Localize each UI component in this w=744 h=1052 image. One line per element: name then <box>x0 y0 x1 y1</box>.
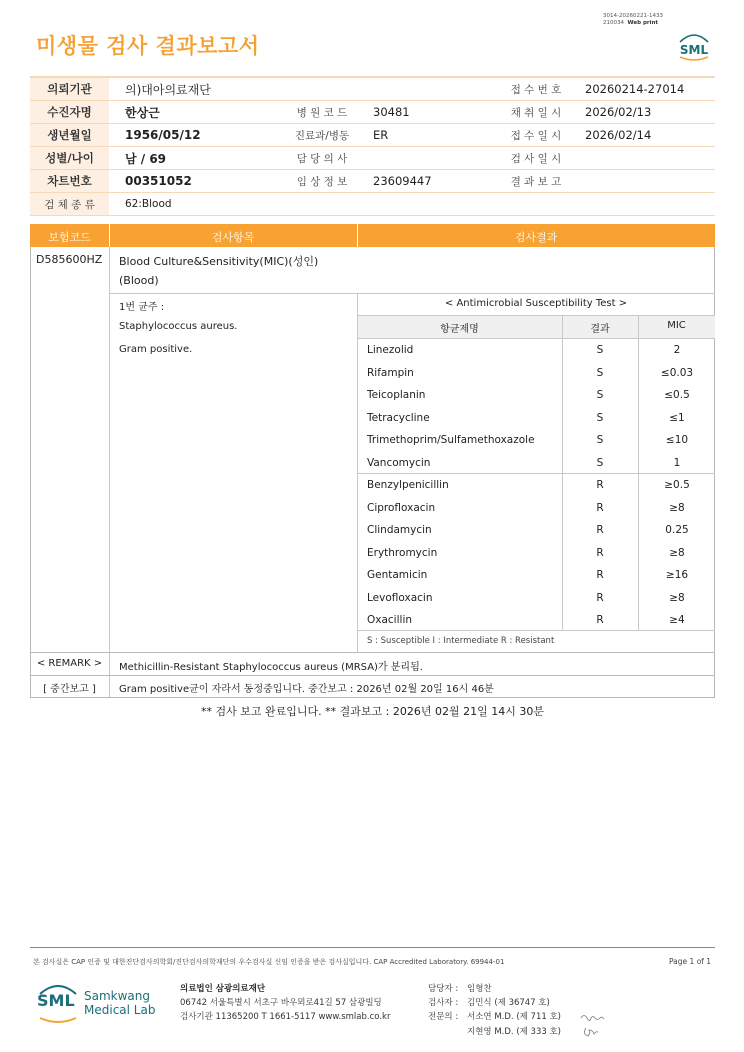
ast-legend: S : Susceptible I : Intermediate R : Resistant <box>367 636 555 646</box>
receipt-date-label: 접 수 일 시 <box>495 124 577 147</box>
ast-col-mic: MIC <box>667 320 686 331</box>
antibiotic-mic: 0.25 <box>665 524 689 536</box>
final-notice: ** 검사 보고 완료입니다. ** 결과보고 : 2026년 02월 21일 14시 30분 <box>201 705 544 718</box>
antibiotic-name: Linezolid <box>367 344 414 356</box>
page-number: Page 1 of 1 <box>669 957 712 966</box>
report-label: 결 과 보 고 <box>495 170 577 193</box>
staff3-label: 전문의 : <box>428 1012 459 1022</box>
antibiotic-mic: ≥8 <box>669 501 685 514</box>
col-code-header: 보험코드 <box>48 231 91 244</box>
antibiotic-result: S <box>596 411 604 424</box>
antibiotic-result: S <box>596 389 604 401</box>
test-date-value <box>577 147 715 170</box>
antibiotic-result: S <box>596 456 604 469</box>
antibiotic-result: R <box>596 569 604 581</box>
antibiotic-result: S <box>596 366 604 379</box>
receipt-no-value: 20260214-27014 <box>577 77 715 101</box>
antibiotic-result: S <box>596 434 604 446</box>
org-name: 의료법인 삼광의료재단 <box>180 984 266 994</box>
antibiotic-mic: ≥8 <box>669 591 685 604</box>
interim-text: Gram positive균이 자라서 동정중입니다. 중간보고 : 2026년 02월 20일 16시 46분 <box>119 684 494 695</box>
remark-text: Methicillin-Resistant Staphylococcus aureus (MRSA)가 분리됨. <box>119 662 423 673</box>
antibiotic-mic: ≤0.5 <box>664 389 690 401</box>
antibiotic-result: R <box>596 546 604 559</box>
info-row <box>30 170 715 193</box>
antibiotic-name: Vancomycin <box>367 456 431 469</box>
print-code-line1: 3014-20260221-1433 <box>603 13 663 19</box>
page-title: 미생물 검사 결과보고서 <box>36 34 260 58</box>
chart-no-value: 00351052 <box>109 170 279 193</box>
sex-age-value: 남 / 69 <box>109 147 279 170</box>
hospital-code-value: 30481 <box>365 101 495 124</box>
brand-line1: Samkwang <box>84 989 150 1003</box>
antibiotic-mic: ≥16 <box>665 569 689 581</box>
sex-age-label: 성별/나이 <box>30 147 109 170</box>
info-row <box>30 124 715 147</box>
antibiotic-mic: ≤10 <box>665 434 689 446</box>
header-divider <box>357 224 358 247</box>
patient-value: 한상근 <box>109 101 279 124</box>
header-divider <box>109 224 110 247</box>
staff1-value: 임형찬 <box>467 984 492 994</box>
ast-col-drug: 항균제명 <box>440 324 479 335</box>
test-date-label: 검 사 일 시 <box>495 147 577 170</box>
org-contact: 검사기관 11365200 T 1661-5117 www.smlab.co.kr <box>180 1012 391 1022</box>
org-address: 06742 서울특별시 서초구 바우뫼로41길 57 삼광빌딩 <box>180 998 382 1008</box>
footer-divider <box>30 947 715 948</box>
antibiotic-name: Benzylpenicillin <box>367 479 449 491</box>
antibiotic-result: R <box>596 501 604 514</box>
antibiotic-mic: 1 <box>673 456 681 469</box>
gram-stain: Gram positive. <box>119 344 193 355</box>
collect-date-value: 2026/02/13 <box>577 101 715 124</box>
info-row <box>30 193 715 216</box>
col-item-header: 검사항목 <box>211 231 255 244</box>
code-column-divider <box>109 247 110 698</box>
staff2-value: 김민식 (제 36747 호) <box>467 998 550 1008</box>
results-header <box>30 224 715 247</box>
antibiotic-result: R <box>596 591 604 604</box>
divider <box>357 338 715 339</box>
group-divider <box>357 473 715 474</box>
antibiotic-name: Trimethoprim/Sulfamethoxazole <box>367 434 535 446</box>
receipt-no-label: 접 수 번 호 <box>495 77 577 101</box>
antibiotic-result: R <box>596 479 604 491</box>
print-code <box>603 13 663 27</box>
antibiotic-result: R <box>596 614 604 626</box>
organism-name: Staphylococcus aureus. <box>119 321 238 332</box>
clinical-label: 임 상 정 보 <box>279 170 365 193</box>
antibiotic-name: Clindamycin <box>367 524 432 536</box>
interim-label: [ 중간보고 ] <box>43 684 96 695</box>
specimen-label: 검 체 종 류 <box>30 193 109 216</box>
antibiotic-mic: ≥0.5 <box>664 479 690 491</box>
info-row <box>30 147 715 170</box>
patient-info-table <box>30 76 715 216</box>
web-print-label: Web print <box>627 20 659 26</box>
antibiotic-name: Rifampin <box>367 366 414 379</box>
remark-label: < REMARK > <box>36 658 103 669</box>
antibiotic-result: S <box>596 344 604 356</box>
antibiotic-name: Levofloxacin <box>367 591 433 604</box>
ast-title: < Antimicrobial Susceptibility Test > <box>444 298 628 309</box>
info-row <box>30 101 715 124</box>
specimen-value: 62:Blood <box>109 193 715 216</box>
staff1-label: 담당자 : <box>428 984 459 994</box>
footer-logo-text: SML <box>37 991 75 1010</box>
report-value <box>577 170 715 193</box>
antibiotic-mic: ≤0.03 <box>660 366 694 379</box>
staff4-value: 지현영 M.D. (제 333 호) <box>467 1027 562 1037</box>
signature-icon <box>578 1008 608 1040</box>
test-name: Blood Culture&Sensitivity(MIC)(성인) <box>119 255 319 268</box>
antibiotic-mic: ≥4 <box>669 614 685 626</box>
clinical-value: 23609447 <box>365 170 495 193</box>
ast-col-result: 결과 <box>590 324 610 335</box>
cert-text: 본 검사실은 CAP 인증 및 대한진단검사의학회/진단검사의학재단의 우수검사실 신임 인증을 받은 검사실입니다. CAP Accredited Laboratory. 69944-01 <box>33 958 505 966</box>
antibiotic-name: Tetracycline <box>367 411 430 424</box>
antibiotic-name: Teicoplanin <box>367 389 426 401</box>
collect-date-label: 채 취 일 시 <box>495 101 577 124</box>
requester-value: 의)대아의료재단 <box>109 77 495 101</box>
brand-line2: Medical Lab <box>84 1003 156 1017</box>
antibiotic-mic: ≤1 <box>669 411 685 424</box>
receipt-date-value: 2026/02/14 <box>577 124 715 147</box>
antibiotic-name: Gentamicin <box>367 569 428 581</box>
info-row <box>30 77 715 101</box>
dob-value: 1956/05/12 <box>109 124 279 147</box>
antibiotic-mic: ≥8 <box>669 546 685 559</box>
antibiotic-name: Erythromycin <box>367 546 438 559</box>
antibiotic-name: Oxacillin <box>367 614 413 626</box>
dob-label: 생년월일 <box>30 124 109 147</box>
antibiotic-result: R <box>596 524 604 536</box>
hospital-code-label: 병 원 코 드 <box>279 101 365 124</box>
sml-logo-icon <box>676 30 712 62</box>
divider <box>357 630 715 631</box>
test-sub: (Blood) <box>119 274 159 287</box>
antibiotic-mic: 2 <box>673 344 681 356</box>
svg-text:SML: SML <box>679 43 709 57</box>
col-result-header: 검사결과 <box>514 231 558 244</box>
divider <box>109 293 715 294</box>
organism-header: 1번 균주 : <box>119 302 165 313</box>
antibiotic-name: Ciprofloxacin <box>367 501 436 514</box>
doctor-value <box>365 147 495 170</box>
dept-value: ER <box>365 124 495 147</box>
staff3-value: 서소연 M.D. (제 711 호) <box>467 1012 562 1022</box>
patient-label: 수진자명 <box>30 101 109 124</box>
insurance-code: D585600HZ <box>36 253 103 266</box>
requester-label: 의뢰기관 <box>30 77 109 101</box>
staff2-label: 검사자 : <box>428 998 459 1008</box>
chart-no-label: 차트번호 <box>30 170 109 193</box>
print-code-line2: 210034 <box>603 20 624 26</box>
dept-label: 진료과/병동 <box>279 124 365 147</box>
doctor-label: 담 당 의 사 <box>279 147 365 170</box>
